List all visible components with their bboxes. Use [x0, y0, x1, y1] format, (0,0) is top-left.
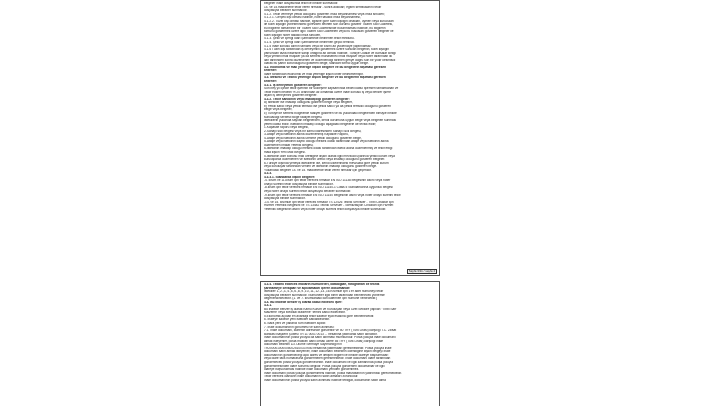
text-line: onaylı suretini teklif dosyasıyla birlikte sunmalıdır. — [264, 182, 334, 186]
page-2-text — [264, 283, 436, 382]
text-line: b) Yetkili satıcı veya yetkili temsilci ise yetkili satıcı ya da yetkili temsilci olduğunu gösteren — [264, 104, 392, 108]
text-line: 4.1.2. Teklif vermeye yetkili olduğunu gösteren imza beyannamesi veya imza sirküleri; — [264, 12, 385, 16]
text-line: yeterli kabul edilir. İsteklinin imalatçı olduğu aşağıdaki belgelerle de tevsik edilir; — [264, 122, 377, 126]
text-line: düzenlenen İmalat Yeterlik Belgesi, — [264, 143, 314, 147]
section-heading: 4.4.1. — [264, 304, 272, 308]
text-line: almak isteyenler, posta masrafı dahil olmak üzere 55 TRY (Türk Lirası) karşılığı ihale — [264, 339, 384, 343]
text-line: Malzeme Veya Medikal Malzeme" temini kabul edilecektir. — [264, 311, 346, 315]
text-line: 1-Kapasite raporu veya belgesi, — [264, 126, 309, 130]
section-heading: 4.3.3.1. Standarda ilişkin belgeler: — [264, 175, 316, 179]
text-line: 5-Ataşe veya isteklinin kayıtlı olduğu meslek odası tarafından ataşe veya isteklinin adına — [264, 140, 389, 144]
section-heading: 4.3.3. — [264, 172, 272, 176]
text-line: belge veya belgeler, — [264, 108, 293, 112]
text-line: sunulacağı serbest bölge faaliyet belgesi. — [264, 115, 323, 119]
section-heading: 4.3. Mesleki ve Teknik yeterliğe ilişkin belgeler ve bu belgelerin taşıması gereken — [264, 76, 386, 80]
section-heading: 4.3.2. Teklif sahibinin veya imalatçılığı gösteren belgeler: — [264, 97, 350, 101]
text-line: Son beş yıl içinde teklif işlerinin bir sözleşme kapsamında bedeli kabul işlemleri tamamlanan ve — [264, 87, 399, 91]
text-line: Yukarıdaki belgeler 14. ve 15. maddelerde teklif veren firmalar için geçerlidir. — [264, 168, 372, 172]
page-stamp: Sayfa 3/11 / sayfa 4 — [408, 268, 435, 273]
text-line: 4.1.5 İhale konusu alımın tamamı veya bir kısmı alt yükleniciye yaptırılamaz. — [264, 44, 372, 48]
text-line: yarısından fazla hissesine sahip ortağına ait olması halinde, Türkiye Odalar ve Borsalar Birliği — [264, 51, 396, 55]
text-line: idareye başvurulması halinde ihale dokümanı yeniden gönderilmez. — [264, 368, 360, 372]
section-heading: kriterler: — [264, 80, 277, 84]
text-line: 7. İhale dokümanının görülmesi ve satın alınması: — [264, 325, 335, 329]
text-line: 5-İsteklinin alım konusu malı ürettiğine ilişkin olarak ilgili mevzuat uyarınca yetkili kurum veya — [264, 154, 395, 158]
document-page-1 — [260, 0, 440, 276]
text-line: 6. İhaleye sadece yerli istekliler katılabilecektir. — [264, 318, 330, 322]
section-heading: 4.3.4. Tedarik edilecek malların numuneleri, katalogları, fotoğrafları ile teknik — [264, 283, 380, 286]
text-line: tümünü göstermek üzere ilgili Ticaret Sicil Gazeteleri veya bu hususları gösteren belgeler ile — [264, 30, 394, 34]
text-line: bu bilgilerin tamamının bir Ticaret Sicil Gazetesinde bulunmaması halinde, bu bilgilerin — [264, 26, 386, 30]
text-line: 3-Ataşe veya isteklinin adına düzenlenmiş Kapasite Raporu, — [264, 133, 349, 137]
text-line: tüzel kişiliğin noter tasdikli imza sirküleri, — [264, 33, 322, 37]
text-line: veya yeminli mali müşavir ya da serbest muhasebeci mali müşavir veya noter tarafından ilk — [264, 55, 393, 59]
text-line: veya idare faks numarasına göndermeleri gerekmektedir. İhale dokümanı idare tarafından — [264, 357, 391, 361]
text-line: Bu ihalede benzer iş olarak Kamu Kurum ve Kuruluşları veya Özel Sektöre yapılan "Tıbbi Sarf — [264, 307, 397, 311]
text-line: mala ilişkin Yerli Malı Belgesi. — [264, 150, 306, 154]
text-line: olarak bu şartın korunduğunu gösteren belge, standart forma uygun belge. — [264, 62, 369, 66]
text-line: İdare tarafından ekonomik ve mali yeterliğe ilişkin kriter belirtilmemiştir. — [264, 72, 364, 76]
text-line: 4.1.6 Tüzel kişi tarafından iş deneyimini göstermek üzere sunulan belgenin, tüzel kişiliğin — [264, 48, 390, 52]
text-line: -4. kısım ve 11.kısım için teklif verecek firmalar EN ISO 11138 belgesinin aslını veya noter — [264, 179, 391, 183]
text-line: ile tüzel kişiliğin yönetimindeki görevlileri belirten son durumu gösterir Ticaret Sicil Gazetesi, — [264, 23, 393, 27]
text-line: gönderilecek posta yoluyla gönderilecektir. İhale dokümanı ile ilgili zamanında posta yoluyla — [264, 361, 393, 365]
text-line: veya kuruluşlar tarafından verilen ve isteklinin imalatçı olduğunu gösteren belge. — [264, 165, 378, 169]
section-heading: 4.3.1. İş deneyimini gösteren belgeler: — [264, 83, 322, 87]
text-line: c) Türkiye'de serbest bölgelerde faaliyet gösteren ve bu yukarıdaki belgelerden birisiyle birlikte — [264, 111, 397, 115]
text-line: belgeler ihale dosyasında teklif ile birlikte sunmalıdır. — [264, 2, 339, 5]
text-line: dosyasıyla birlikte sunmalıdır. — [264, 197, 306, 201]
text-line: Hizmet Yeterlilik Belgesini ve TS 13482 Teknik Servisler - Sterilizasyon Cihazları için Hizmet — [264, 204, 394, 208]
text-line: -9.kısım için teklif verecek firmalar EN ISO 11140 belgesinin aslını veya noter onaylı suretini teklif — [264, 193, 401, 197]
text-line: 6-Türkiye dışında yerleşik isteklilerin ise, kendi ülkelerindeki mevzuata göre yetkili kurum — [264, 161, 389, 165]
text-line: dokümanı satın almak isteyenler, ihale dokümanı bedelinin ödendiğine ilişkin belgeyi ihale — [264, 350, 391, 354]
text-line: kuruluşlarca düzenlenen ve isteklinin üretici veya imalatçı olduğunu gösteren belgeler. — [264, 158, 386, 162]
text-line: Bankası Başkent Şubesi TR 11 0001 0013 ... hesabına yatırılarak satın alınabilir. — [264, 332, 378, 336]
text-line: Teklif verecek olanların ihale dokümanını satın almaları zorunludur. — [264, 375, 359, 379]
text-line: Teklif edilen bedelin % 20 oranından az olmamak üzere ihale konusu iş veya benzer işlere — [264, 90, 391, 94]
text-line: ilişkin iş deneyimini gösteren belgeler. — [264, 94, 318, 98]
text-line: 7.1. İhale dokümanı, idarenin adresinde görülebilir ve 50 TRY (Türk Lirası) karşılığı T.C. Ziraat — [264, 329, 397, 333]
text-line: İsteklilerin yukarıda sayılan belgelerden, kendi durumuna uygun belge veya belgeleri sunması — [264, 119, 397, 123]
text-line: 14. ve 15.maddelerle teklif veren firmalar - sonra aldıkları; eğitim sertifikalarını teklif — [264, 5, 382, 9]
text-line: değerlendirilecektir. (1. ve 7. kısımlardaki ilan kalemleri için numune verilecektir.) — [264, 297, 378, 301]
text-line: 2-Sanayi sicil belgesi veya bir kamu idaresinden Sanayi Sicil Belgesi, — [264, 129, 362, 133]
text-line: dokümanının gönderileceği açık adres ve iletişim bilgileri ile birlikte idareye başvurmaları — [264, 353, 389, 357]
section-heading: 4.2. Ekonomik ve mali yeterliğe ilişkin belgeler ve bu belgelerin taşıması gereken — [264, 65, 387, 69]
text-line: veya noter onaylı suretini teklif dosyasıyla beraber sunmalıdır. — [264, 189, 352, 193]
text-line: 4.1.4. Şekli ve içeriği İdari Şartnamede belirlenen geçici teminat. — [264, 41, 355, 45]
text-line: 6-İsteklinin imalatçı olduğu meslek odası tarafından istekli adına düzenlenmiş ve teklif ettiği — [264, 147, 393, 151]
text-line: 6. Bara yerli ve yabancı tüm istekliler açıktır. — [264, 322, 327, 326]
text-line: İhale dokümanının posta yoluyla satın alınması halinde tebligat, dokümanın satın alma — [264, 378, 386, 382]
section-heading: 4.4. Bu ihalede benzer iş olarak kabul edilecek işler: — [264, 300, 343, 304]
text-line: dokümanı bedelini 1/2.Ölüme Sermaye Sayımanlığı'nın — [264, 343, 342, 347]
section-heading: kriterler: — [264, 69, 277, 73]
text-line: -14. ve 15. kısımlar için teklif verecek firmalar TS 12426 Teknik Servisler - Tıbbi Cihazlar için — [264, 200, 394, 204]
text-line: İhale dokümanı posta yoluyla gönderilmesi halinde, posta masraflarının yatırılması gerekmektedir. — [264, 371, 402, 375]
text-line: 4.1.2.1. Gerçek kişi olması halinde, noter tasdikli imza beyannamesi, — [264, 16, 361, 20]
text-line: 4.1.2.2. Tüzel kişi olması halinde, ilgisine göre tüzel kişiliğin ortakları, üyeleri veya kurucuları — [264, 19, 394, 23]
text-line: İhale dokümanının posta yoluyla da satın alınması mümkündür. Posta yoluyla ihale dokümanı — [264, 336, 396, 340]
text-line: dosyasıyla beraber sunmalıdır. — [264, 9, 308, 13]
text-line: 4.1.3. Şekli ve içeriği İdari Şartnamede belirlenen teklif mektubu. — [264, 37, 355, 41]
text-line: ilan tarihinden sonra düzenlenen ve düzenlendiği tarihten geriye doğru son bir yıldır kesintisiz — [264, 58, 396, 62]
text-line: a) İstekliler ise imalatçı olduğunu gösteren belge veya belgeler, — [264, 101, 353, 105]
page-1-text — [264, 2, 436, 211]
text-line: 5.Ekonomik açıdan en avantajlı teklif sadece fiyat esasına göre belirlenecektir. — [264, 314, 375, 318]
section-heading: şartnameye cevapları ve açıklamaları içeren dokümanlar: — [264, 286, 351, 290]
document-page-2 — [260, 281, 440, 406]
text-line: Yeterlilik Belgesinin aslını veya noter onaylı suretini teklif dosyasıyla birlikte sunmalıdır. — [264, 207, 387, 211]
text-line: gönderilmesinden idare sorumlu değildir. Posta yoluyla gönderilen dokümanlar ile ilgili — [264, 364, 385, 368]
text-line: -8.kısım için teklif verecek firmalar EN ISO 11140-1 Class 5 Standartlarına uygunluk belgesi — [264, 186, 393, 190]
text-line: TR200001000005002510033 nolu hesabına yatırmaları gerekmektedir. Posta yoluyla ihale — [264, 346, 392, 350]
text-line: 4-Ataşe veya isteklinin adına üretime yetkili olduğunu gösteren belge, — [264, 136, 362, 140]
text-line: dosyasıyla beraber sunmalıdır. Numuneler ilgili birim tarafından belirlenecek yöntemle — [264, 293, 385, 297]
text-line: İstekliler 1.,2.,3.,4.,5.,6.,8.,9.,10.,11.,12.,13.,16.Kısımlar için 1'er adet numuneyi teklif — [264, 290, 384, 294]
